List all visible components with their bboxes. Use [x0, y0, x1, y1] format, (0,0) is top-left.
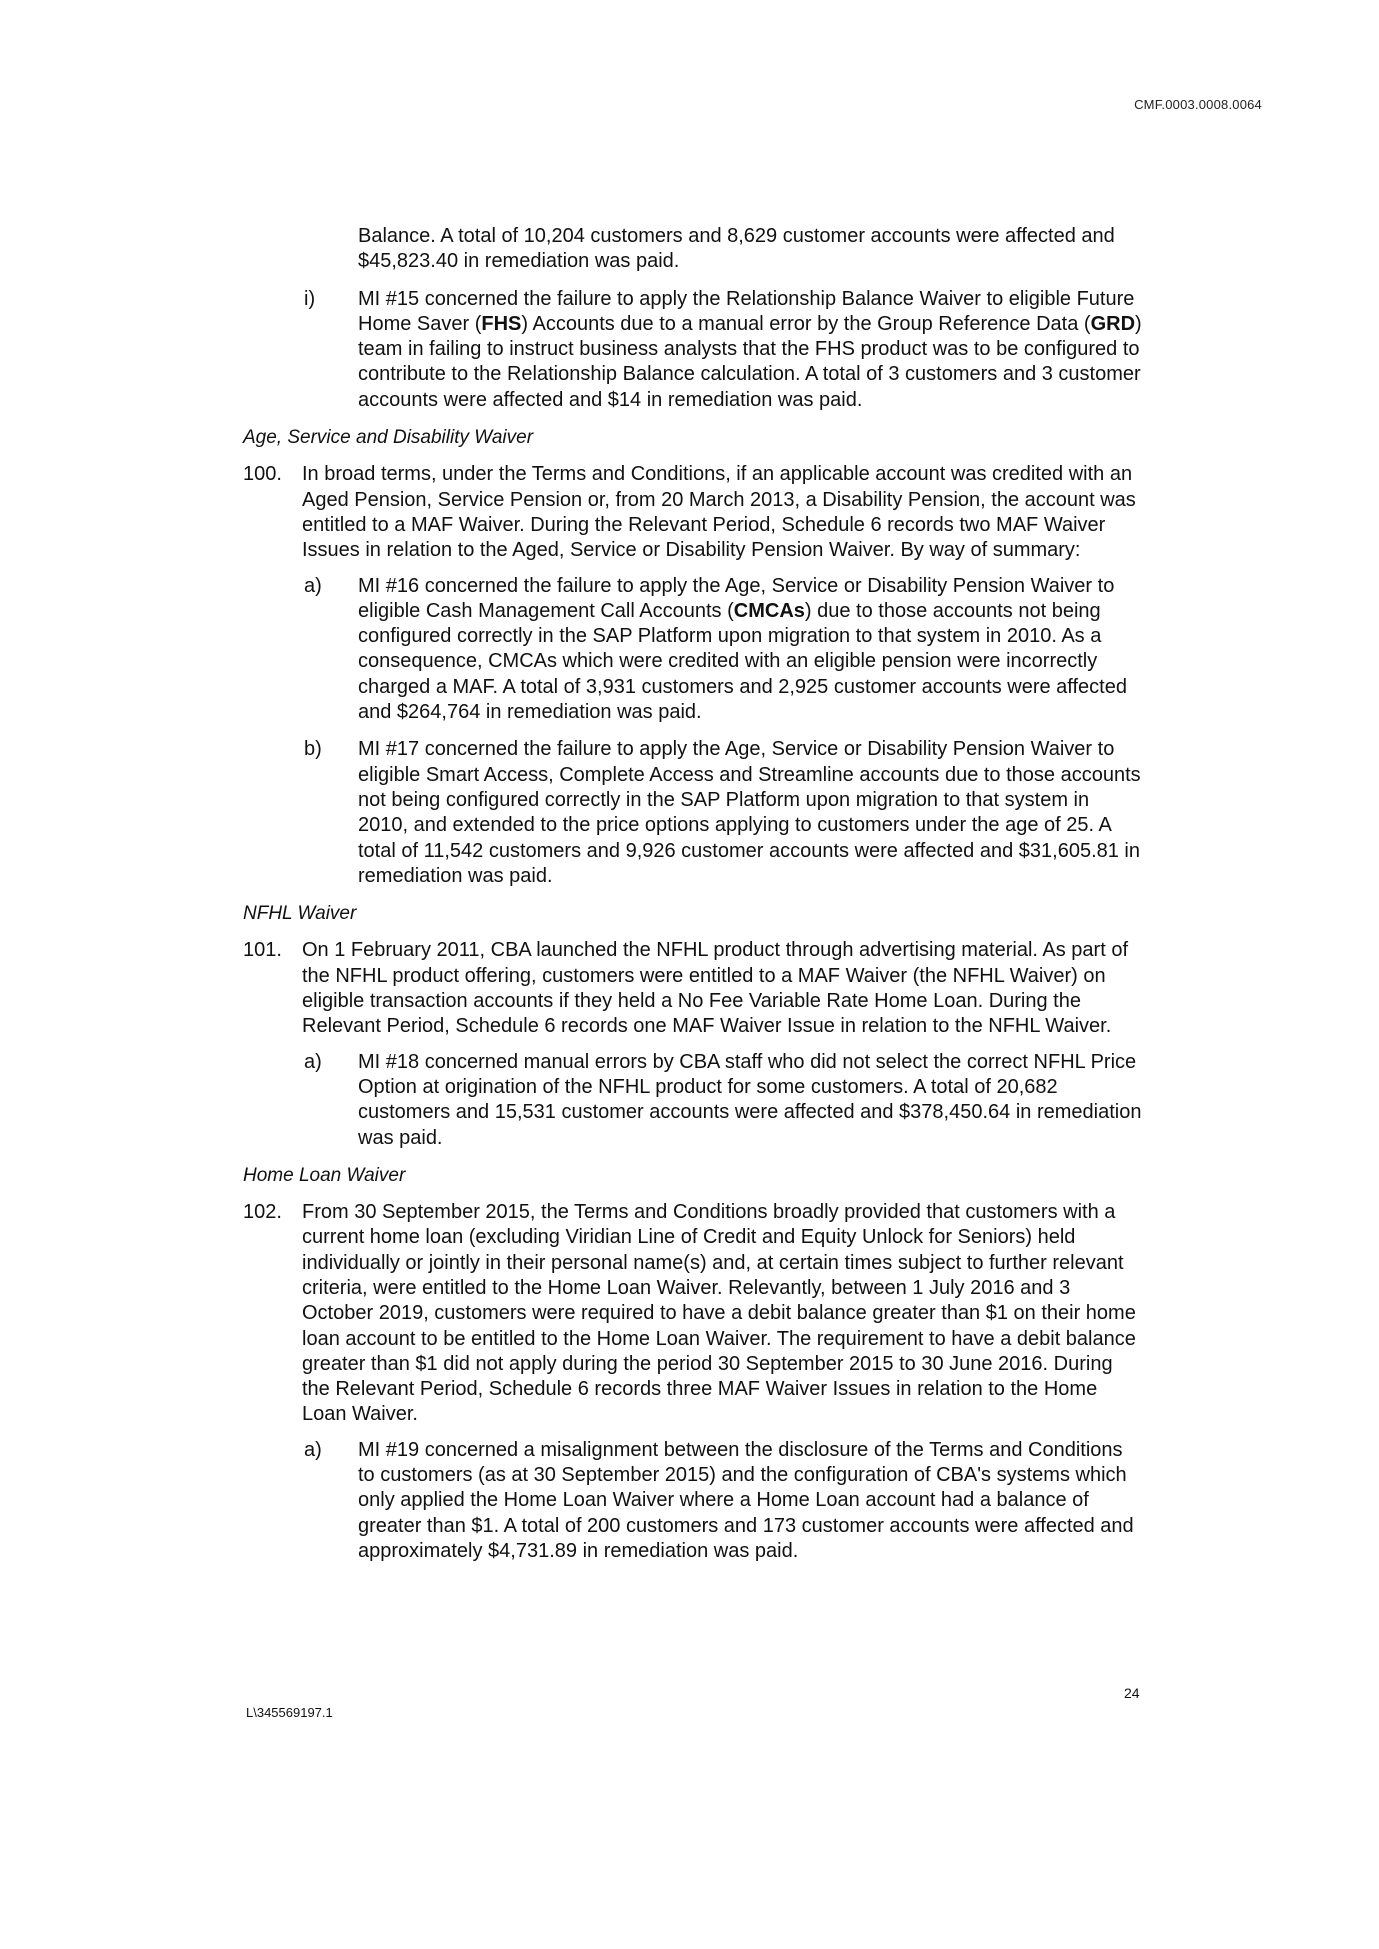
section-heading-age: Age, Service and Disability Waiver	[243, 427, 534, 449]
page-number: 24	[1124, 1685, 1140, 1701]
paragraph-text: On 1 February 2011, CBA launched the NFHL product through advertising material. As part of the NFHL product offering, customers were entitled to a MAF Waiver (the NFHL Waiver) on eligible transaction accounts if they held a No Fee Variable Rate Home Loan. During the Relevant Period, Schedule 6 records one MAF Waiver Issue in relation to the NFHL Waiver.	[302, 939, 1129, 1038]
section-heading-nfhl: NFHL Waiver	[243, 903, 357, 925]
list-item-a	[243, 1050, 1143, 1151]
paragraph-101	[243, 938, 1143, 1039]
defined-term-fhs: FHS	[481, 312, 522, 335]
list-item-a	[243, 1438, 1143, 1564]
item-text: MI #15 concerned the failure to apply the Relationship Balance Waiver to eligible Future Home Saver (FHS) Accounts due to a manual error by the Group Reference Data (GRD) team in failing to instruct business analysts that the FHS product was to be configured to contribute to the Relationship Balance calculation. A total of 3 customers and 3 customer accounts were affected and $14 in remediation was paid.	[358, 287, 1142, 411]
item-text: MI #17 concerned the failure to apply the Age, Service or Disability Pension Waiver to eligible Smart Access, Complete Access and Streamline accounts due to those accounts not being configured correctly in the SAP Platform upon migration to that system in 2010, and extended to the price options applying to customers under the age of 25. A total of 11,542 customers and 9,926 customer accounts were affected and $31,605.81 in remediation was paid.	[358, 738, 1141, 887]
paragraph-100	[243, 462, 1143, 563]
list-item-i	[243, 287, 1143, 413]
section-heading-home-loan: Home Loan Waiver	[243, 1164, 406, 1186]
list-label: a)	[304, 1438, 322, 1461]
document-body	[243, 224, 1143, 1576]
paragraph-text: In broad terms, under the Terms and Conditions, if an applicable account was credited with an Aged Pension, Service Pension or, from 20 March 2013, a Disability Pension, the account was entitled to a MAF Waiver. During the Relevant Period, Schedule 6 records two MAF Waiver Issues in relation to the Aged, Service or Disability Pension Waiver. By way of summary:	[302, 463, 1136, 562]
defined-term-cmcas: CMCAs	[733, 599, 805, 622]
list-label: b)	[304, 738, 322, 761]
list-label: a)	[304, 1050, 322, 1073]
list-label: i)	[304, 287, 316, 310]
paragraph-number: 101.	[243, 939, 282, 962]
continuation-text: Balance. A total of 10,204 customers and 8,629 customer accounts were affected and $45,823.40 in remediation was paid.	[358, 225, 1115, 273]
paragraph-number: 100.	[243, 463, 282, 486]
item-text: MI #16 concerned the failure to apply the Age, Service or Disability Pension Waiver to eligible Cash Management Call Accounts (CMCAs) due to those accounts not being configured correctly in the SAP Platform upon migration to that system in 2010. As a consequence, CMCAs which were credited with an eligible pension were incorrectly charged a MAF. A total of 3,931 customers and 2,925 customer accounts were affected and $264,764 in remediation was paid.	[358, 574, 1127, 724]
paragraph-text: From 30 September 2015, the Terms and Conditions broadly provided that customers with a current home loan (excluding Viridian Line of Credit and Equity Unlock for Seniors) held individually or jointly in their personal name(s) and, at certain times subject to further relevant criteria, were entitled to the Home Loan Waiver. Relevantly, between 1 July 2016 and 3 October 2019, customers were required to have a debit balance greater than $1 on their home loan account to be entitled to the Home Loan Waiver. The requirement to have a debit balance greater than $1 did not apply during the period 30 September 2015 to 30 June 2016. During the Relevant Period, Schedule 6 records three MAF Waiver Issues in relation to the Home Loan Waiver.	[302, 1201, 1136, 1426]
item-text: MI #19 concerned a misalignment between the disclosure of the Terms and Conditions to customers (as at 30 September 2015) and the configuration of CBA's systems which only applied the Home Loan Waiver where a Home Loan account had a balance of greater than $1. A total of 200 customers and 173 customer accounts were affected and approximately $4,731.89 in remediation was paid.	[358, 1438, 1134, 1562]
document-id: CMF.0003.0008.0064	[1134, 97, 1262, 112]
list-label: a)	[304, 574, 322, 597]
list-item-a	[243, 574, 1143, 726]
defined-term-grd: GRD	[1090, 312, 1136, 335]
paragraph-102	[243, 1200, 1143, 1428]
item-text: MI #18 concerned manual errors by CBA staff who did not select the correct NFHL Price Option at origination of the NFHL product for some customers. A total of 20,682 customers and 15,531 customer accounts were affected and $378,450.64 in remediation was paid.	[358, 1050, 1142, 1149]
list-item-b	[243, 737, 1143, 889]
footer-reference: L\345569197.1	[246, 1705, 333, 1720]
paragraph-number: 102.	[243, 1201, 282, 1224]
